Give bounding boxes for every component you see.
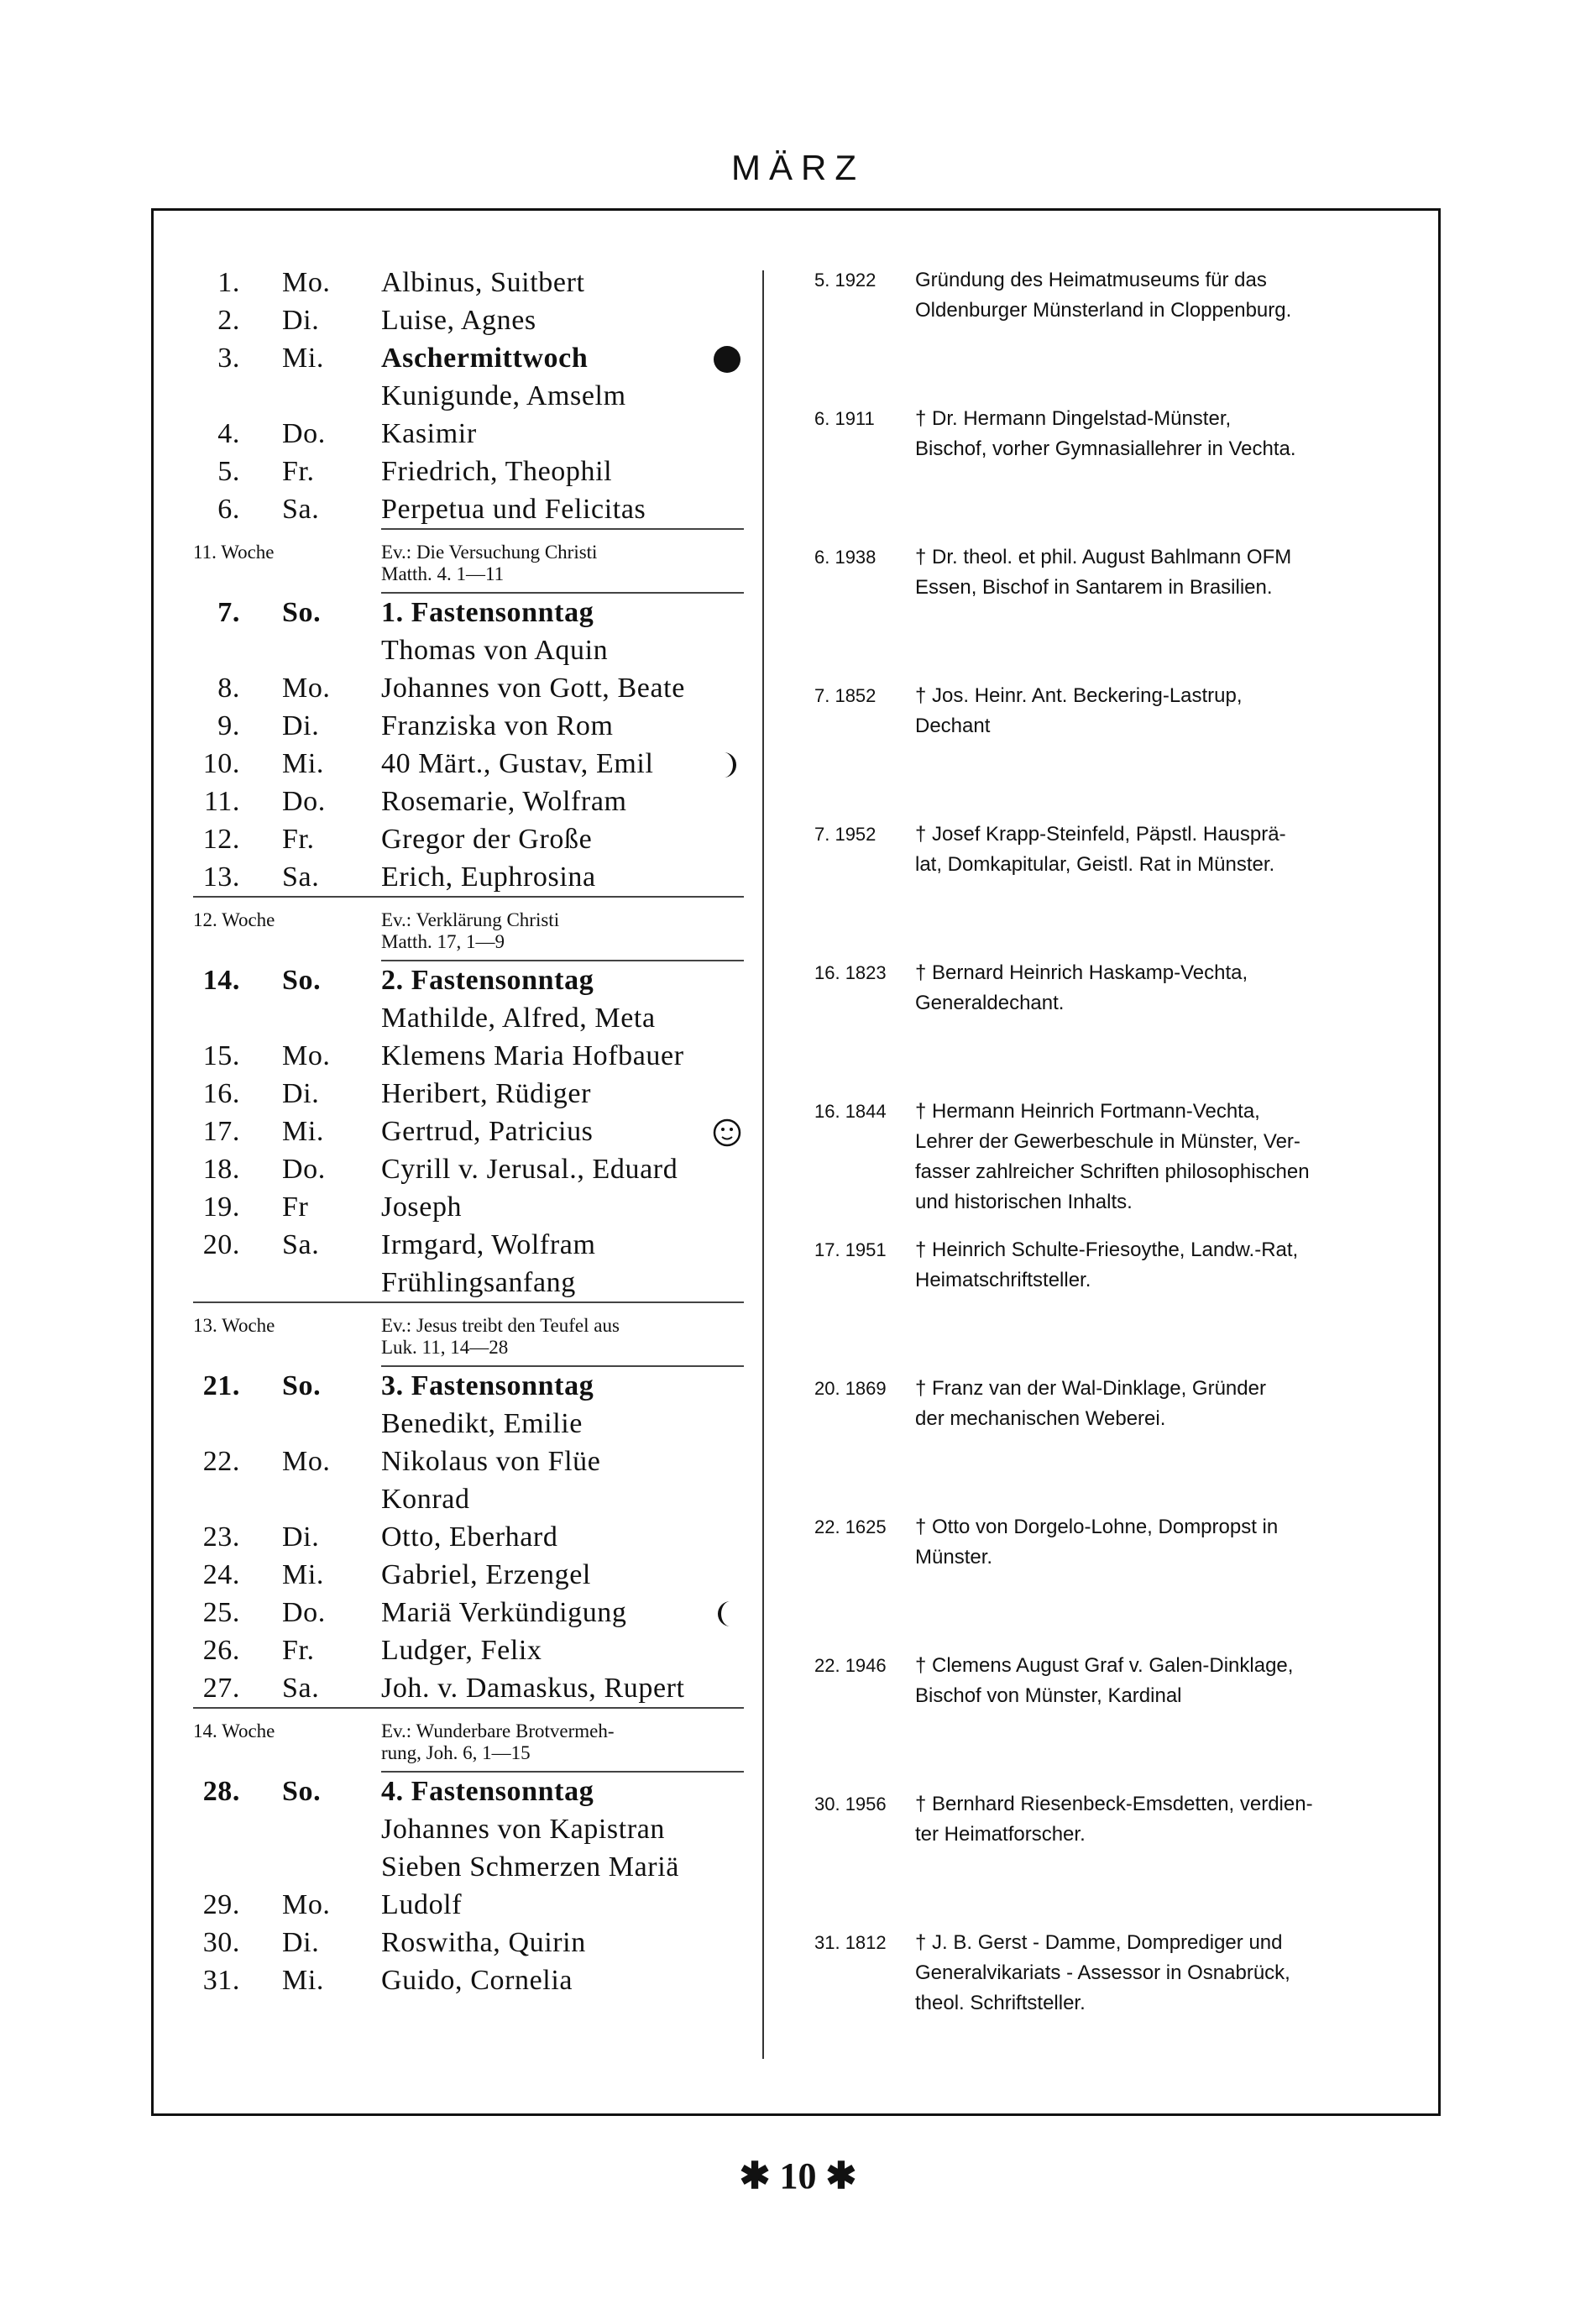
calendar-name: Joseph — [381, 1191, 463, 1223]
event-date: 16. 1844 — [814, 1101, 887, 1122]
calendar-day: Di. — [282, 1078, 320, 1109]
calendar-name: Thomas von Aquin — [381, 635, 609, 666]
event-date: 7. 1952 — [814, 824, 876, 845]
calendar-name: Joh. v. Damaskus, Rupert — [381, 1673, 685, 1704]
calendar-num: 20. — [202, 1229, 240, 1260]
event-entry — [814, 679, 1402, 818]
calendar-num: 22. — [202, 1446, 240, 1477]
calendar-name: Cyrill v. Jerusal., Eduard — [381, 1154, 678, 1185]
event-text — [915, 1651, 1385, 1711]
calendar-row — [193, 1264, 744, 1301]
event-line: † Hermann Heinrich Fortmann-Vechta, — [915, 1100, 1260, 1123]
event-line: † J. B. Gerst - Damme, Domprediger und — [915, 1931, 1283, 1954]
event-line: ter Heimatforscher. — [915, 1823, 1086, 1846]
calendar-num: 17. — [202, 1116, 240, 1147]
calendar-day: Di. — [282, 710, 320, 741]
calendar-name: Erich, Euphrosina — [381, 861, 596, 893]
calendar-row — [193, 1037, 744, 1075]
calendar-day: Di. — [282, 1521, 320, 1553]
event-line: der mechanischen Weberei. — [915, 1407, 1166, 1430]
calendar-day: Mo. — [282, 1446, 331, 1477]
calendar-row — [193, 999, 744, 1037]
calendar-day: Mi. — [282, 1965, 324, 1996]
calendar-name: Johannes von Kapistran — [381, 1814, 666, 1845]
event-entry — [814, 818, 1402, 956]
event-text — [915, 681, 1385, 741]
event-line: Dechant — [915, 715, 991, 737]
calendar-row — [193, 1961, 744, 1999]
calendar-num: 25. — [202, 1597, 240, 1628]
event-text — [915, 542, 1385, 603]
calendar-row — [193, 1188, 744, 1226]
calendar-name: Konrad — [381, 1484, 470, 1515]
calendar-row — [193, 1924, 744, 1961]
calendar-row — [193, 1810, 744, 1848]
event-text — [915, 1097, 1385, 1218]
calendar-day: Mo. — [282, 267, 331, 298]
calendar-row — [193, 1367, 744, 1405]
calendar-row — [193, 1773, 744, 1810]
calendar-row — [193, 301, 744, 339]
calendar-row — [193, 1556, 744, 1594]
calendar-num: 15. — [202, 1040, 240, 1071]
event-line: Essen, Bischof in Santarem in Brasilien. — [915, 576, 1273, 599]
calendar-name: Heribert, Rüdiger — [381, 1078, 592, 1109]
week-block — [193, 1709, 744, 1771]
gospel-reading — [381, 1315, 620, 1359]
gospel-line: Matth. 17, 1—9 — [381, 931, 505, 952]
calendar-name: Mathilde, Alfred, Meta — [381, 1003, 656, 1034]
calendar-num: 2. — [217, 305, 240, 336]
event-text — [915, 1235, 1385, 1296]
event-date: 6. 1911 — [814, 408, 875, 429]
event-line: Münster. — [915, 1546, 993, 1568]
calendar-num: 18. — [202, 1154, 240, 1185]
gospel-line: Ev.: Wunderbare Brotvermeh- — [381, 1720, 615, 1741]
calendar-name: Mariä Verkündigung — [381, 1597, 627, 1628]
event-entry — [814, 1372, 1402, 1511]
calendar-name: Kunigunde, Amselm — [381, 380, 626, 411]
calendar-name: 1. Fastensonntag — [381, 597, 594, 628]
event-text — [915, 404, 1385, 464]
calendar-name: Guido, Cornelia — [381, 1965, 573, 1996]
calendar-name: Nikolaus von Flüe — [381, 1446, 601, 1477]
calendar-name: 40 Märt., Gustav, Emil — [381, 748, 654, 779]
event-date: 16. 1823 — [814, 962, 887, 983]
calendar-row — [193, 415, 744, 453]
calendar-name: Aschermittwoch — [381, 343, 589, 374]
calendar-day: Sa. — [282, 861, 320, 893]
calendar-num: 28. — [202, 1776, 240, 1807]
event-date: 22. 1946 — [814, 1655, 887, 1676]
calendar-day: Mo. — [282, 673, 331, 704]
calendar-num: 16. — [202, 1078, 240, 1109]
gospel-line: Ev.: Jesus treibt den Teufel aus — [381, 1315, 620, 1336]
calendar-row — [193, 1226, 744, 1264]
week-label: 14. Woche — [193, 1720, 275, 1741]
calendar-row — [193, 961, 744, 999]
calendar-day: Mi. — [282, 748, 324, 779]
event-line: fasser zahlreicher Schriften philosophischen — [915, 1160, 1310, 1183]
event-date: 5. 1922 — [814, 270, 876, 291]
event-line: theol. Schriftsteller. — [915, 1992, 1086, 2014]
event-entry — [814, 264, 1402, 402]
week-block — [193, 1303, 744, 1365]
first-quarter-icon — [710, 748, 744, 782]
event-text — [915, 1928, 1385, 2019]
week-label: 11. Woche — [193, 542, 275, 563]
calendar-day: Di. — [282, 1927, 320, 1958]
gospel-reading — [381, 542, 597, 585]
event-entry — [814, 1926, 1402, 2065]
full-moon-icon — [710, 1116, 744, 1150]
event-entry — [814, 1511, 1402, 1649]
calendar-num: 14. — [202, 965, 240, 996]
gospel-line: Luk. 11, 14—28 — [381, 1337, 509, 1358]
event-date: 6. 1938 — [814, 547, 876, 568]
event-line: † Heinrich Schulte-Friesoythe, Landw.-Rat, — [915, 1239, 1299, 1261]
calendar-num: 10. — [202, 748, 240, 779]
calendar-name: Rosemarie, Wolfram — [381, 786, 627, 817]
calendar-day: Do. — [282, 418, 326, 449]
event-line: Generalvikariats - Assessor in Osnabrück, — [915, 1961, 1290, 1984]
new-moon-icon — [710, 343, 744, 376]
calendar-num: 6. — [217, 494, 240, 525]
week-label: 13. Woche — [193, 1315, 275, 1336]
event-date: 22. 1625 — [814, 1516, 887, 1537]
calendar-name: Frühlingsanfang — [381, 1267, 576, 1298]
calendar-row — [193, 490, 744, 528]
calendar-row — [193, 707, 744, 745]
calendar-day: Fr. — [282, 824, 315, 855]
calendar-name: 2. Fastensonntag — [381, 965, 594, 996]
event-date: 20. 1869 — [814, 1378, 887, 1399]
calendar-row — [193, 594, 744, 631]
calendar-day: So. — [282, 965, 322, 996]
event-line: Oldenburger Münsterland in Cloppenburg. — [915, 299, 1292, 322]
calendar-row — [193, 264, 744, 301]
calendar-day: Sa. — [282, 1673, 320, 1704]
calendar-name: Ludolf — [381, 1889, 463, 1920]
calendar-num: 27. — [202, 1673, 240, 1704]
event-line: † Otto von Dorgelo-Lohne, Dompropst in — [915, 1516, 1279, 1538]
calendar-row — [193, 631, 744, 669]
calendar-num: 26. — [202, 1635, 240, 1666]
calendar-day: Do. — [282, 1597, 326, 1628]
event-line: † Clemens August Graf v. Galen-Dinklage, — [915, 1654, 1294, 1677]
event-date: 31. 1812 — [814, 1932, 887, 1953]
calendar-name: Gregor der Große — [381, 824, 593, 855]
week-block — [193, 530, 744, 592]
week-label: 12. Woche — [193, 909, 275, 930]
calendar-num: 12. — [202, 824, 240, 855]
event-line: und historischen Inhalts. — [915, 1191, 1133, 1213]
gospel-reading — [381, 1720, 615, 1764]
event-date: 7. 1852 — [814, 685, 876, 706]
calendar-row — [193, 339, 744, 377]
calendar-row — [193, 377, 744, 415]
event-entry — [814, 541, 1402, 679]
gospel-reading — [381, 909, 559, 953]
event-line: Bischof von Münster, Kardinal — [915, 1684, 1182, 1707]
event-entry — [814, 1788, 1402, 1926]
event-text — [915, 958, 1385, 1019]
event-line: Heimatschriftsteller. — [915, 1269, 1091, 1291]
calendar-row — [193, 1075, 744, 1113]
calendar-day: Do. — [282, 786, 326, 817]
calendar-name: 4. Fastensonntag — [381, 1776, 594, 1807]
page-title: MÄRZ — [731, 148, 865, 187]
calendar-num: 7. — [217, 597, 240, 628]
calendar-day: Fr. — [282, 1635, 315, 1666]
calendar-row — [193, 1405, 744, 1443]
calendar-num: 13. — [202, 861, 240, 893]
event-text — [915, 1374, 1385, 1434]
calendar-num: 1. — [217, 267, 240, 298]
event-text — [915, 1512, 1385, 1573]
event-text — [915, 1789, 1385, 1850]
calendar-num: 31. — [202, 1965, 240, 1996]
event-entry — [814, 956, 1402, 1095]
calendar-day: Mi. — [282, 1116, 324, 1147]
calendar-name: Kasimir — [381, 418, 477, 449]
event-line: Generaldechant. — [915, 992, 1065, 1014]
calendar-row — [193, 1480, 744, 1518]
event-line: † Josef Krapp-Steinfeld, Päpstl. Hausprä- — [915, 823, 1286, 846]
calendar-name: Sieben Schmerzen Mariä — [381, 1851, 679, 1883]
gospel-line: Ev.: Die Versuchung Christi — [381, 542, 598, 563]
calendar-name: Gabriel, Erzengel — [381, 1559, 591, 1590]
gospel-line: Ev.: Verklärung Christi — [381, 909, 560, 930]
event-text — [915, 820, 1385, 880]
calendar-row — [193, 1848, 744, 1886]
calendar-row — [193, 1594, 744, 1631]
calendar-day: Sa. — [282, 1229, 320, 1260]
calendar-num: 29. — [202, 1889, 240, 1920]
gospel-line: Matth. 4. 1—11 — [381, 563, 505, 584]
event-line: † Dr. theol. et phil. August Bahlmann OFM — [915, 546, 1292, 568]
event-line: Lehrer der Gewerbeschule in Münster, Ver- — [915, 1130, 1300, 1153]
calendar-num: 24. — [202, 1559, 240, 1590]
column-divider — [762, 270, 764, 2059]
calendar-row — [193, 669, 744, 707]
calendar-num: 19. — [202, 1191, 240, 1223]
calendar-name: Irmgard, Wolfram — [381, 1229, 596, 1260]
event-text — [915, 265, 1385, 326]
calendar-num: 23. — [202, 1521, 240, 1553]
event-date: 30. 1956 — [814, 1794, 887, 1815]
calendar-name: Perpetua und Felicitas — [381, 494, 646, 525]
calendar-num: 30. — [202, 1927, 240, 1958]
calendar-day: Di. — [282, 305, 320, 336]
event-line: Bischof, vorher Gymnasiallehrer in Vechta. — [915, 437, 1296, 460]
event-line: † Jos. Heinr. Ant. Beckering-Lastrup, — [915, 684, 1243, 707]
event-line: Gründung des Heimatmuseums für das — [915, 269, 1267, 291]
calendar-row — [193, 858, 744, 896]
calendar-column — [193, 264, 744, 1999]
calendar-name: Gertrud, Patricius — [381, 1116, 594, 1147]
event-line: lat, Domkapitular, Geistl. Rat in Münster. — [915, 853, 1275, 876]
calendar-row — [193, 1518, 744, 1556]
event-entry — [814, 402, 1402, 541]
calendar-num: 5. — [217, 456, 240, 487]
calendar-name: Benedikt, Emilie — [381, 1408, 583, 1439]
event-entry — [814, 1233, 1402, 1372]
calendar-num: 11. — [203, 786, 240, 817]
calendar-num: 3. — [217, 343, 240, 374]
event-line: † Dr. Hermann Dingelstad-Münster, — [915, 407, 1232, 430]
calendar-num: 9. — [217, 710, 240, 741]
calendar-day: Do. — [282, 1154, 326, 1185]
calendar-name: Friedrich, Theophil — [381, 456, 613, 487]
calendar-day: Mo. — [282, 1889, 331, 1920]
calendar-name: Klemens Maria Hofbauer — [381, 1040, 684, 1071]
calendar-name: Otto, Eberhard — [381, 1521, 558, 1553]
calendar-day: Mo. — [282, 1040, 331, 1071]
last-quarter-icon — [710, 1597, 744, 1631]
calendar-day: Sa. — [282, 494, 320, 525]
calendar-day: So. — [282, 1776, 322, 1807]
calendar-num: 4. — [217, 418, 240, 449]
calendar-row — [193, 783, 744, 820]
gospel-line: rung, Joh. 6, 1—15 — [381, 1742, 531, 1763]
week-block — [193, 898, 744, 960]
calendar-row — [193, 1113, 744, 1150]
calendar-num: 21. — [202, 1370, 240, 1401]
event-date: 17. 1951 — [814, 1239, 887, 1260]
calendar-name: 3. Fastensonntag — [381, 1370, 594, 1401]
calendar-row — [193, 1886, 744, 1924]
calendar-name: Ludger, Felix — [381, 1635, 542, 1666]
calendar-name: Luise, Agnes — [381, 305, 536, 336]
calendar-day: Mi. — [282, 343, 324, 374]
calendar-name: Roswitha, Quirin — [381, 1927, 586, 1958]
calendar-name: Franziska von Rom — [381, 710, 614, 741]
events-column — [814, 264, 1402, 2065]
calendar-day: So. — [282, 597, 322, 628]
event-line: † Bernhard Riesenbeck-Emsdetten, verdien- — [915, 1793, 1313, 1815]
event-entry — [814, 1649, 1402, 1788]
event-line: † Bernard Heinrich Haskamp-Vechta, — [915, 961, 1248, 984]
event-entry — [814, 1095, 1402, 1233]
calendar-name: Albinus, Suitbert — [381, 267, 585, 298]
calendar-row — [193, 745, 744, 783]
calendar-num: 8. — [217, 673, 240, 704]
calendar-row — [193, 1631, 744, 1669]
calendar-row — [193, 1669, 744, 1707]
calendar-day: So. — [282, 1370, 322, 1401]
calendar-row — [193, 1150, 744, 1188]
calendar-day: Fr — [282, 1191, 309, 1223]
calendar-row — [193, 820, 744, 858]
calendar-row — [193, 453, 744, 490]
calendar-row — [193, 1443, 744, 1480]
calendar-day: Fr. — [282, 456, 315, 487]
calendar-day: Mi. — [282, 1559, 324, 1590]
page-number: ✱ 10 ✱ — [739, 2155, 857, 2197]
calendar-name: Johannes von Gott, Beate — [381, 673, 685, 704]
event-line: † Franz van der Wal-Dinklage, Gründer — [915, 1377, 1266, 1400]
